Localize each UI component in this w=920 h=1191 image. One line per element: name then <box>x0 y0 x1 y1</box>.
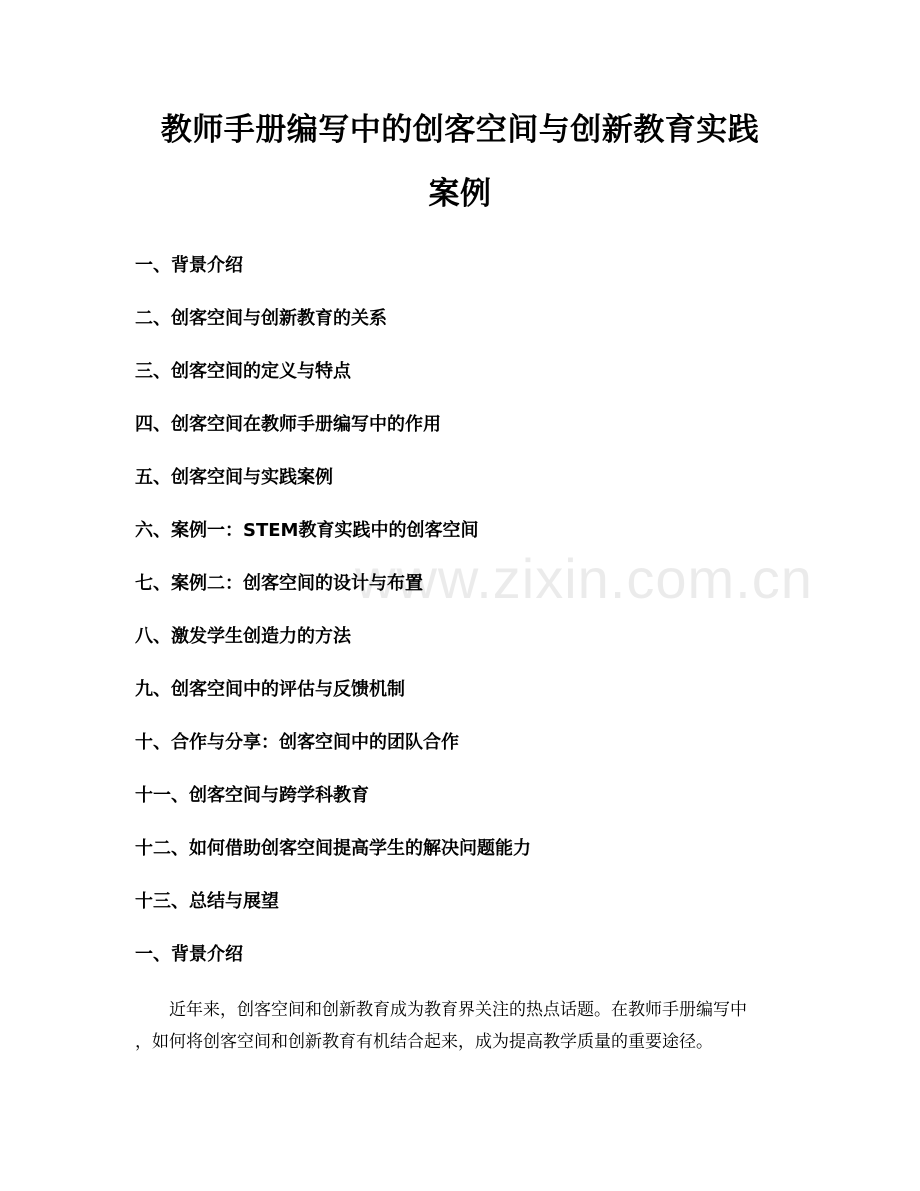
document-title-line-1: 教师手册编写中的创客空间与创新教育实践 <box>160 112 760 148</box>
toc-item: 十二、如何借助创客空间提高学生的解决问题能力 <box>135 838 531 859</box>
toc-item: 八、激发学生创造力的方法 <box>135 626 351 647</box>
toc-item: 一、背景介绍 <box>135 255 243 276</box>
watermark: www.zixin.com.cn <box>355 547 813 610</box>
toc-item: 二、创客空间与创新教育的关系 <box>135 308 387 329</box>
toc-item: 五、创客空间与实践案例 <box>135 467 333 488</box>
document-title-line-2: 案例 <box>428 176 492 212</box>
toc-item: 十一、创客空间与跨学科教育 <box>135 785 369 806</box>
paragraph-line: 近年来，创客空间和创新教育成为教育界关注的热点话题。在教师手册编写中 <box>169 1000 747 1020</box>
body-paragraph <box>135 994 785 1058</box>
toc-item: 六、案例一：STEM教育实践中的创客空间 <box>135 520 479 541</box>
toc-item: 九、创客空间中的评估与反馈机制 <box>135 679 405 700</box>
toc-item: 十、合作与分享：创客空间中的团队合作 <box>135 732 459 753</box>
toc-item: 十三、总结与展望 <box>135 891 279 912</box>
toc-item: 七、案例二：创客空间的设计与布置 <box>135 573 423 594</box>
paragraph-line: ，如何将创客空间和创新教育有机结合起来，成为提高教学质量的重要途径。 <box>135 1032 713 1052</box>
section-heading: 一、背景介绍 <box>135 944 243 965</box>
toc-item: 四、创客空间在教师手册编写中的作用 <box>135 414 441 435</box>
toc-item: 三、创客空间的定义与特点 <box>135 361 351 382</box>
